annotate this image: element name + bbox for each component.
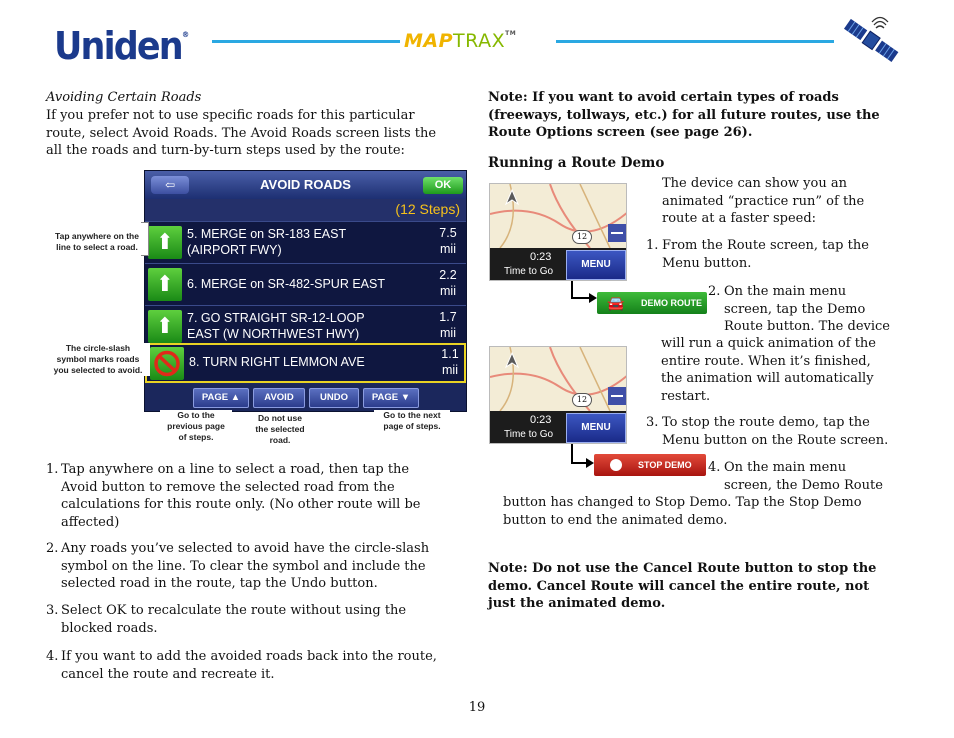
section-heading-demo: Running a Route Demo — [488, 155, 665, 171]
callout-circle-slash: The circle-slash symbol marks roads you selected to avoid. — [46, 343, 150, 376]
demo-step-2-cont: will run a quick animation of the entire route. When it’s finished, the animation will automatically restart. — [661, 336, 876, 404]
callout-next-page: Go to the next page of steps. — [374, 410, 450, 432]
stop-demo-button[interactable]: STOP DEMO — [594, 454, 706, 476]
route-step-row-selected[interactable] — [145, 343, 466, 383]
steps-count: (12 Steps) — [145, 199, 466, 221]
callout-bracket — [141, 222, 149, 256]
page-down-button[interactable]: PAGE ▼ — [363, 388, 419, 408]
callout-prev-page: Go to the previous page of steps. — [160, 410, 232, 443]
undo-button[interactable]: UNDO — [309, 388, 359, 408]
arrow-right-icon — [589, 293, 597, 303]
header-rule-left — [212, 40, 400, 43]
step-text: 5. MERGE on SR-183 EAST (AIRPORT FWY) — [187, 227, 347, 257]
step-text: 8. TURN RIGHT LEMMON AVE — [189, 355, 365, 369]
step-text: 6. MERGE on SR-482-SPUR EAST — [187, 277, 385, 291]
straight-arrow-icon: ⬆ — [148, 310, 182, 343]
step-distance: 1.1 mii — [441, 347, 459, 377]
merge-arrow-icon: ⬆ — [148, 268, 182, 301]
ok-button[interactable]: OK — [423, 177, 463, 194]
section-heading-avoid: Avoiding Certain Roads — [46, 90, 202, 105]
demo-step-4: 4. On the main menu screen, the Demo Route — [708, 460, 883, 493]
route-screen-thumbnail — [489, 183, 627, 281]
car-icon: 🚘 — [607, 295, 625, 311]
step-distance: 7.5 mii — [439, 226, 457, 256]
connector-line — [571, 444, 573, 464]
page-number: 19 — [468, 700, 486, 715]
callout-do-not-use: Do not use the selected road. — [248, 413, 312, 446]
demo-route-button[interactable]: 🚘 DEMO ROUTE — [597, 292, 707, 314]
avoid-roads-screen — [144, 170, 467, 412]
step-distance: 1.7 mii — [439, 310, 457, 340]
route-screen-thumbnail — [489, 346, 627, 444]
demo-step-4-cont: button has changed to Stop Demo. Tap the Stop Demo button to end the animated demo. — [503, 495, 862, 528]
screen-title-bar — [145, 171, 466, 199]
avoid-intro: If you prefer not to use specific roads for this particular route, select Avoid Roads. The Avoid Roads screen lists the all the roads and turn-by-turn steps used by the route: — [46, 108, 437, 158]
route-number-badge: 12 — [572, 393, 592, 407]
avoid-step-4: 4. If you want to add the avoided roads back into the route, cancel the route and recreate it. — [46, 649, 437, 682]
callout-tap-line: Tap anywhere on the line to select a road. — [48, 231, 146, 253]
connector-line — [571, 297, 591, 299]
page-up-button[interactable]: PAGE ▲ — [193, 388, 249, 408]
stop-icon — [610, 459, 622, 471]
arrow-right-icon — [586, 458, 594, 468]
satellite-icon — [838, 16, 906, 66]
screen-button-bar — [145, 384, 466, 411]
avoid-step-1: 1. Tap anywhere on a line to select a road, then tap the Avoid button to remove the selected road from the calculations for this route only. (No other route will be affected) — [46, 462, 421, 530]
zoom-out-icon — [608, 224, 626, 242]
note-cancel-route: Note: Do not use the Cancel Route button to stop the demo. Cancel Route will cancel the entire route, not just the animated demo. — [488, 561, 877, 611]
back-arrow-icon: ⇦ — [164, 178, 176, 192]
note-avoid-types: Note: If you want to avoid certain types of roads (freeways, tollways, etc.) for all future routes, use the Route Options screen (see page 26). — [488, 90, 880, 140]
menu-button[interactable]: MENU — [566, 250, 626, 280]
merge-arrow-icon: ⬆ — [148, 226, 182, 259]
zoom-out-icon — [608, 387, 626, 405]
circle-slash-icon — [150, 347, 184, 380]
route-number-badge: 12 — [572, 230, 592, 244]
route-info-bar: 0:23 Time to Go MENU — [490, 411, 627, 444]
route-step-row[interactable] — [145, 305, 466, 347]
avoid-step-2: 2. Any roads you’ve selected to avoid have the circle-slash symbol on the line. To clear the symbol and include the selected road in the route, tap the Undo button. — [46, 541, 430, 591]
demo-step-2: 2. On the main menu screen, tap the Demo Route button. The device — [708, 284, 891, 334]
step-text: 7. GO STRAIGHT SR-12-LOOP EAST (W NORTHWEST HWY) — [187, 311, 365, 341]
demo-step-1: 1. From the Route screen, tap the Menu button. — [646, 238, 869, 271]
header-rule-right — [556, 40, 834, 43]
menu-button[interactable]: MENU — [566, 413, 626, 443]
route-step-row[interactable] — [145, 221, 466, 263]
route-step-row[interactable] — [145, 263, 466, 305]
demo-intro: The device can show you an animated “practice run” of the route at a faster speed: — [662, 176, 865, 226]
avoid-button[interactable]: AVOID — [253, 388, 305, 408]
uniden-logo: Uniden® — [54, 24, 190, 68]
screen-title: AVOID ROADS — [260, 177, 351, 192]
maptrax-logo: MAPTRAX™ — [404, 30, 517, 52]
demo-step-3: 3. To stop the route demo, tap the Menu button on the Route screen. — [646, 415, 889, 448]
step-distance: 2.2 mii — [439, 268, 457, 298]
route-info-bar: 0:23 Time to Go MENU — [490, 248, 627, 281]
avoid-step-3: 3. Select OK to recalculate the route without using the blocked roads. — [46, 603, 407, 636]
